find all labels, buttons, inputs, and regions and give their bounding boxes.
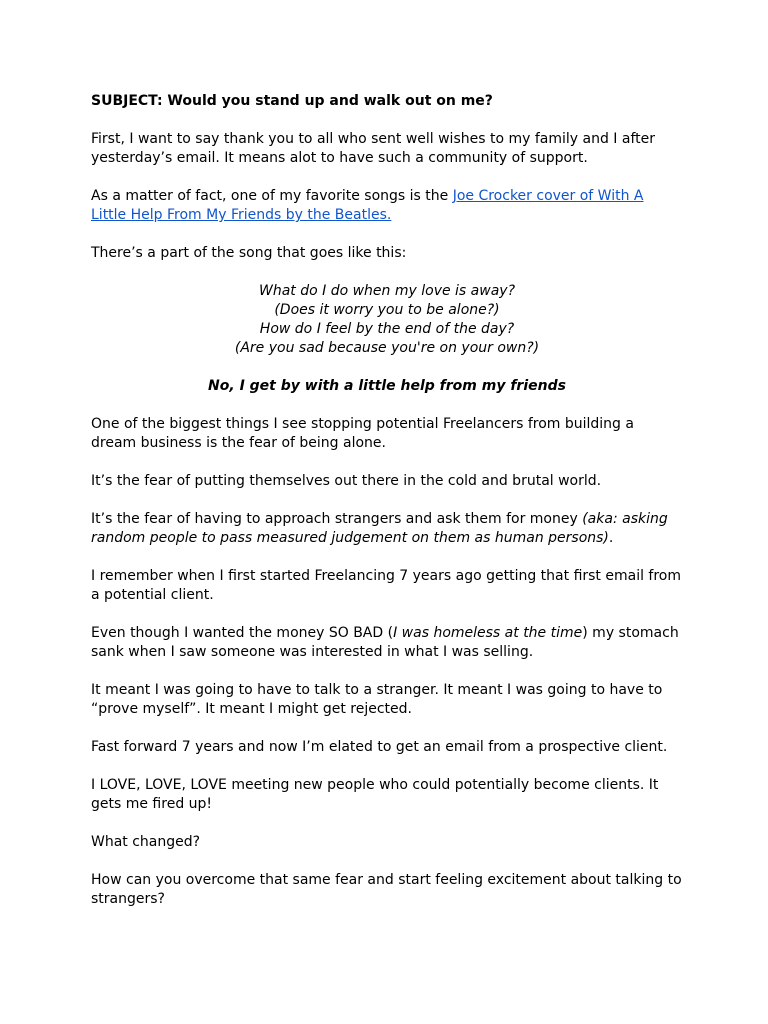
email-subject: SUBJECT: Would you stand up and walk out on me?	[91, 93, 493, 109]
lyric-line: (Does it worry you to be alone?)	[274, 302, 500, 318]
song-cover-link[interactable]: Joe Crocker cover of With A Little Help From My Friends by the Beatles.	[91, 188, 644, 223]
favorite-song-text: As a matter of fact, one of my favorite songs is the	[91, 188, 453, 204]
paragraph-first-email: I remember when I first started Freelancing 7 years ago getting that first email from a potential client.	[91, 568, 682, 603]
fear-money-aside: (aka: asking random people to pass measured judgement on them as human persons)	[91, 511, 668, 546]
fear-money-text: It’s the fear of having to approach strangers and ask them for money	[91, 511, 583, 527]
money-bad-end: ) my stomach sank when I saw someone was interested in what I was selling.	[91, 625, 679, 660]
paragraph-love-meeting: I LOVE, LOVE, LOVE meeting new people who could potentially become clients. It gets me fired up!	[91, 777, 659, 812]
lyric-line: (Are you sad because you're on your own?)	[234, 340, 540, 356]
paragraph-fear-alone: One of the biggest things I see stopping potential Freelancers from building a dream business is the fear of being alone.	[91, 416, 634, 451]
document-body	[91, 92, 683, 928]
paragraph-thanks: First, I want to say thank you to all who sent well wishes to my family and I after yesterday’s email. It means alot to have such a community of support.	[91, 131, 655, 166]
lyrics-block	[91, 282, 683, 358]
lyric-line: What do I do when my love is away?	[258, 283, 515, 299]
lyrics-chorus: No, I get by with a little help from my friends	[208, 378, 566, 394]
paragraph-fear-world: It’s the fear of putting themselves out there in the cold and brutal world.	[91, 473, 602, 489]
fear-money-end: .	[608, 530, 614, 546]
paragraph-stranger: It meant I was going to have to talk to a stranger. It meant I was going to have to “prove myself”. It meant I might get rejected.	[91, 682, 663, 717]
paragraph-favorite-song	[91, 187, 683, 225]
money-bad-start: Even though I wanted the money SO BAD (	[91, 625, 394, 641]
paragraph-money-bad	[91, 624, 683, 662]
paragraph-fear-money	[91, 510, 683, 548]
paragraph-what-changed: What changed?	[91, 834, 201, 850]
paragraph-song-intro: There’s a part of the song that goes like this:	[91, 245, 407, 261]
paragraph-overcome-fear: How can you overcome that same fear and start feeling excitement about talking to strangers?	[91, 872, 682, 907]
paragraph-fast-forward: Fast forward 7 years and now I’m elated to get an email from a prospective client.	[91, 739, 668, 755]
money-bad-aside: I was homeless at the time	[393, 625, 583, 641]
lyric-line: How do I feel by the end of the day?	[259, 321, 515, 337]
